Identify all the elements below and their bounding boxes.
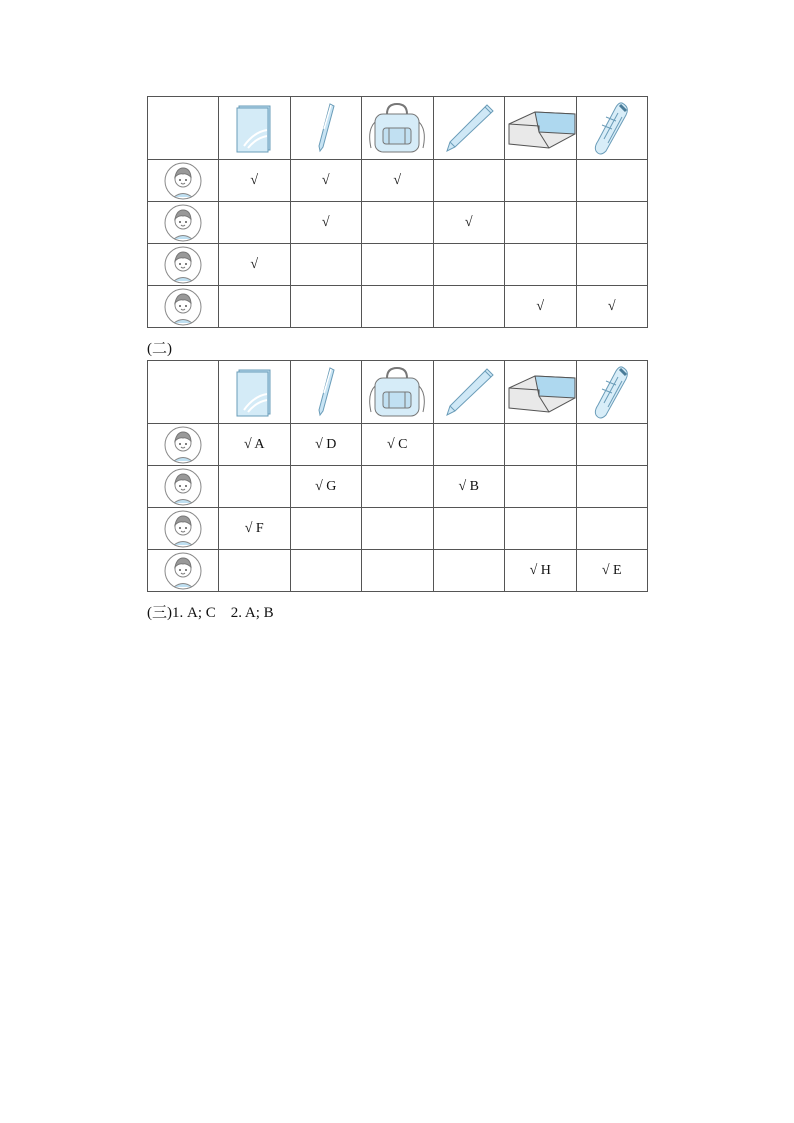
person-cell bbox=[148, 202, 219, 244]
boy-cap-avatar bbox=[164, 510, 202, 548]
mark-cell bbox=[433, 424, 505, 466]
header-cell bbox=[505, 361, 577, 424]
pen-icon bbox=[311, 101, 341, 155]
mark-cell bbox=[576, 466, 648, 508]
mark-cell bbox=[433, 286, 505, 328]
mark-cell bbox=[290, 286, 362, 328]
header-cell bbox=[576, 97, 648, 160]
pencil-case-icon bbox=[592, 363, 632, 421]
mark-cell: √ C bbox=[362, 424, 434, 466]
mark-cell: √ H bbox=[505, 550, 577, 592]
table-row bbox=[148, 286, 648, 328]
person-cell bbox=[148, 286, 219, 328]
girl-pigtails-avatar bbox=[164, 468, 202, 506]
header-cell bbox=[290, 97, 362, 160]
table-row bbox=[148, 202, 648, 244]
mark-cell: √ E bbox=[576, 550, 648, 592]
mark-cell bbox=[433, 244, 505, 286]
answer-table-one bbox=[147, 96, 648, 328]
mark-cell bbox=[219, 286, 291, 328]
mark-cell bbox=[433, 160, 505, 202]
corner-cell bbox=[148, 361, 219, 424]
mark-cell bbox=[362, 286, 434, 328]
person-cell bbox=[148, 466, 219, 508]
mark-cell bbox=[576, 424, 648, 466]
mark-cell: √ bbox=[290, 202, 362, 244]
header-cell bbox=[576, 361, 648, 424]
mark-cell: √ G bbox=[290, 466, 362, 508]
mark-cell bbox=[362, 508, 434, 550]
boy-avatar bbox=[164, 288, 202, 326]
table-header-row bbox=[148, 361, 648, 424]
pen-icon bbox=[311, 365, 341, 419]
mark-cell: √ B bbox=[433, 466, 505, 508]
table-header-row bbox=[148, 97, 648, 160]
girl-ponytail-avatar bbox=[164, 426, 202, 464]
person-cell bbox=[148, 160, 219, 202]
mark-cell bbox=[219, 202, 291, 244]
header-cell bbox=[433, 361, 505, 424]
mark-cell bbox=[290, 244, 362, 286]
backpack-icon bbox=[365, 100, 429, 156]
table-row bbox=[148, 244, 648, 286]
mark-cell bbox=[505, 244, 577, 286]
mark-cell bbox=[290, 550, 362, 592]
mark-cell bbox=[433, 508, 505, 550]
mark-cell bbox=[362, 244, 434, 286]
boy-cap-avatar bbox=[164, 246, 202, 284]
mark-cell: √ D bbox=[290, 424, 362, 466]
mark-cell: √ F bbox=[219, 508, 291, 550]
mark-cell: √ bbox=[433, 202, 505, 244]
header-cell bbox=[362, 97, 434, 160]
girl-ponytail-avatar bbox=[164, 162, 202, 200]
mark-cell bbox=[505, 424, 577, 466]
mark-cell bbox=[576, 160, 648, 202]
mark-cell bbox=[576, 244, 648, 286]
answer-table-two bbox=[147, 360, 648, 592]
mark-cell: √ bbox=[290, 160, 362, 202]
mark-cell bbox=[433, 550, 505, 592]
mark-cell: √ bbox=[219, 160, 291, 202]
header-cell bbox=[290, 361, 362, 424]
pencil-icon bbox=[441, 101, 497, 155]
header-cell bbox=[433, 97, 505, 160]
header-cell bbox=[219, 97, 291, 160]
mark-cell bbox=[362, 550, 434, 592]
mark-cell bbox=[505, 202, 577, 244]
table-row bbox=[148, 508, 648, 550]
mark-cell: √ bbox=[505, 286, 577, 328]
mark-cell bbox=[362, 466, 434, 508]
backpack-icon bbox=[365, 364, 429, 420]
mark-cell bbox=[576, 508, 648, 550]
table-row bbox=[148, 424, 648, 466]
section-two-label: (二) bbox=[147, 341, 172, 357]
corner-cell bbox=[148, 97, 219, 160]
pencil-icon bbox=[441, 365, 497, 419]
person-cell bbox=[148, 550, 219, 592]
mark-cell: √ bbox=[362, 160, 434, 202]
mark-cell bbox=[576, 202, 648, 244]
girl-pigtails-avatar bbox=[164, 204, 202, 242]
mark-cell bbox=[219, 466, 291, 508]
table-row bbox=[148, 550, 648, 592]
eraser-icon bbox=[505, 366, 577, 418]
person-cell bbox=[148, 508, 219, 550]
header-cell bbox=[219, 361, 291, 424]
eraser-icon bbox=[505, 102, 577, 154]
mark-cell: √ A bbox=[219, 424, 291, 466]
header-cell bbox=[505, 97, 577, 160]
mark-cell bbox=[219, 550, 291, 592]
mark-cell bbox=[505, 160, 577, 202]
notebook-icon bbox=[234, 366, 274, 418]
notebook-icon bbox=[234, 102, 274, 154]
mark-cell bbox=[505, 508, 577, 550]
mark-cell bbox=[290, 508, 362, 550]
mark-cell: √ bbox=[576, 286, 648, 328]
table-row bbox=[148, 466, 648, 508]
person-cell bbox=[148, 244, 219, 286]
mark-cell bbox=[505, 466, 577, 508]
section-three-answer: (三)1. A; C 2. A; B bbox=[147, 605, 274, 621]
mark-cell bbox=[362, 202, 434, 244]
mark-cell: √ bbox=[219, 244, 291, 286]
person-cell bbox=[148, 424, 219, 466]
boy-avatar bbox=[164, 552, 202, 590]
table-row bbox=[148, 160, 648, 202]
header-cell bbox=[362, 361, 434, 424]
pencil-case-icon bbox=[592, 99, 632, 157]
